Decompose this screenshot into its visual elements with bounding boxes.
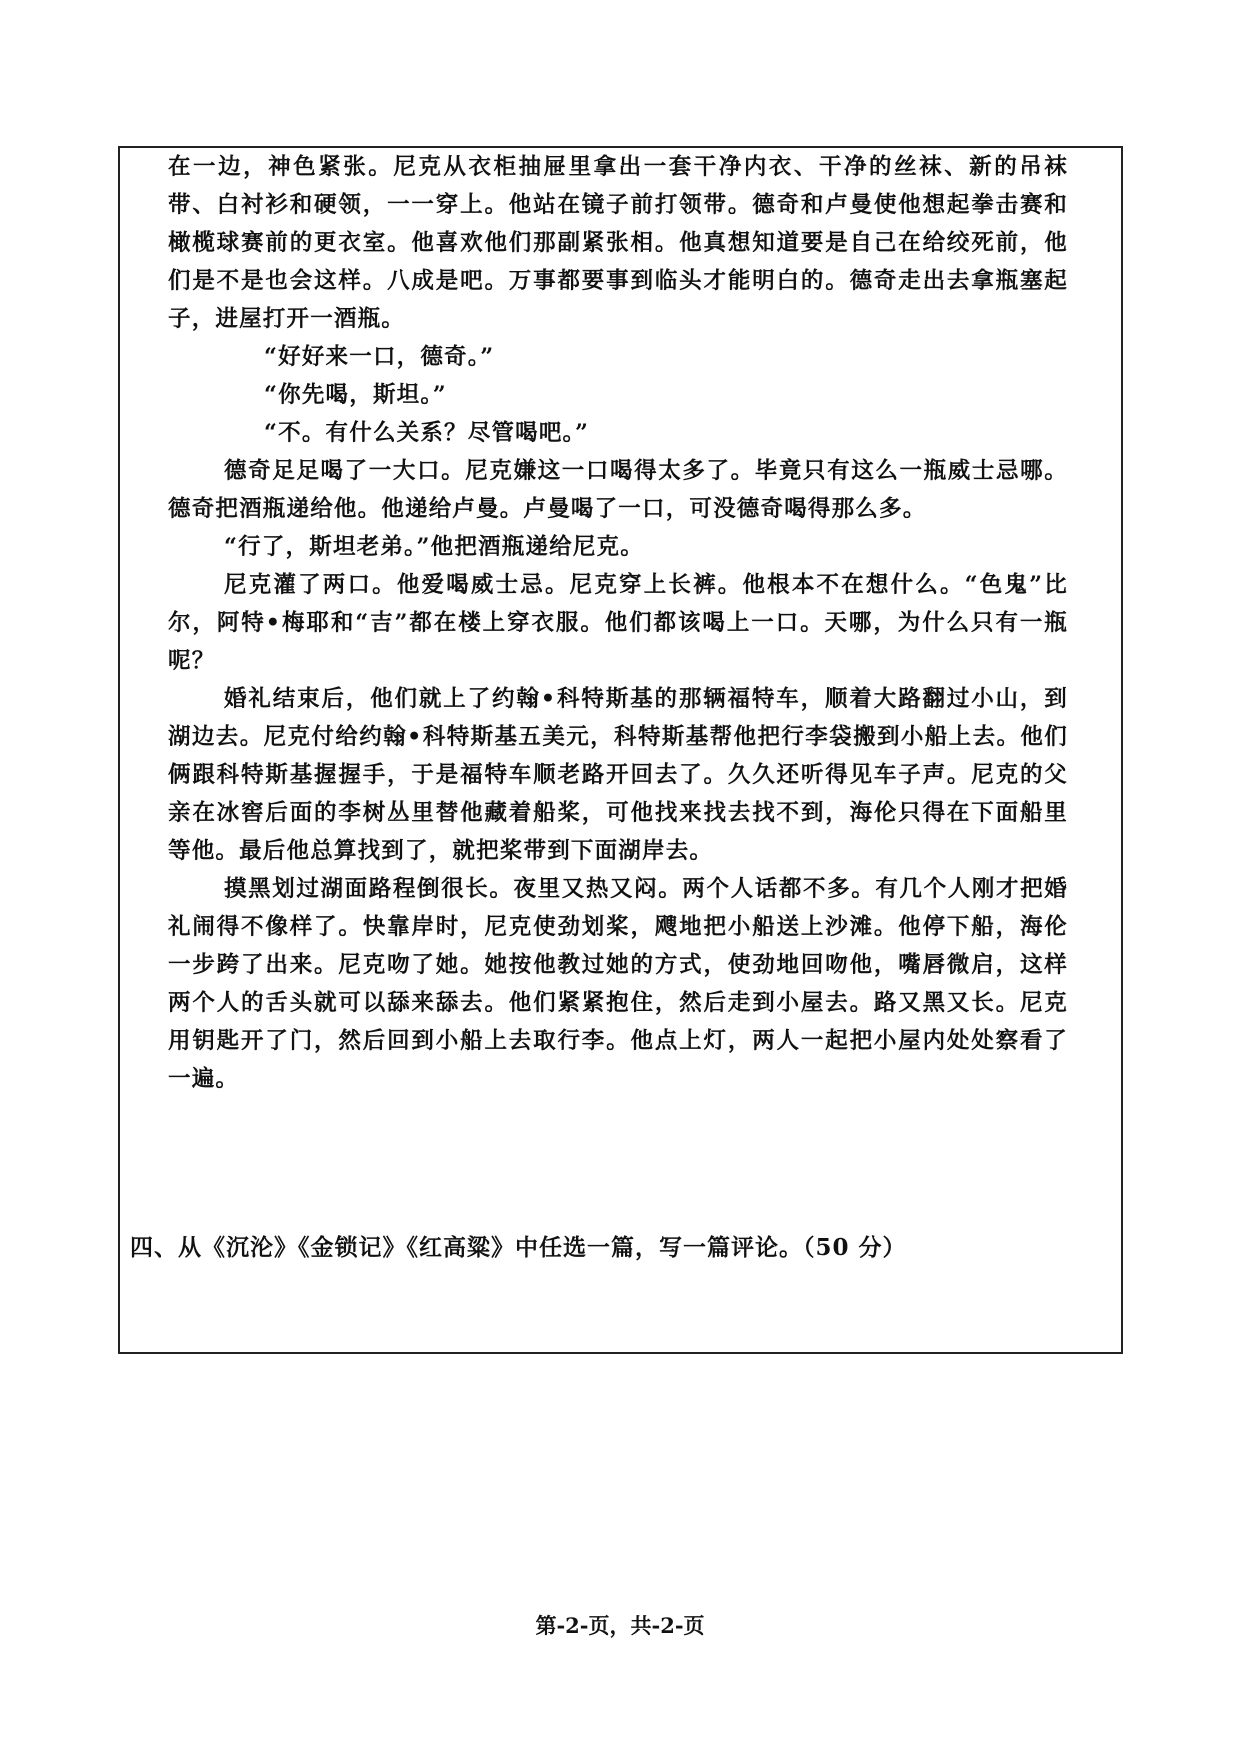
passage-dialogue-2: “你先喝，斯坦。” <box>264 382 447 408</box>
exam-question-4 <box>130 1228 1090 1268</box>
passage-dialogue-1: “好好来一口，德奇。” <box>264 344 495 370</box>
passage-paragraph-4: 尼克灌了两口。他爱喝威士忌。尼克穿上长裤。他根本不在想什么。“色鬼”比尔，阿特•梅耶和“吉”都在楼上穿衣服。他们都该喝上一口。天哪，为什么只有一瓶呢？ <box>168 572 1068 674</box>
page-footer: 第-2-页，共-2-页 <box>535 1613 705 1638</box>
passage-paragraph-6: 摸黑划过湖面路程倒很长。夜里又热又闷。两个人话都不多。有几个人刚才把婚礼闹得不像样了。快靠岸时，尼克使劲划桨，飕地把小船送上沙滩。他停下船，海伦一步跨了出来。尼克吻了她。她按他教过她的方式，使劲地回吻他，嘴唇微启，这样两个人的舌头就可以舔来舔去。他们紧紧抱住，然后走到小屋去。路又黑又长。尼克用钥匙开了门，然后回到小船上去取行李。他点上灯，两人一起把小屋内处处察看了一遍。 <box>168 876 1068 1092</box>
question-text: 从《沉沦》《金锁记》《红高粱》中任选一篇，写一篇评论。（50 分） <box>178 1234 907 1261</box>
exam-answer-frame <box>118 146 1123 1354</box>
reading-passage <box>168 148 1068 1098</box>
passage-paragraph-3: “行了，斯坦老弟。”他把酒瓶递给尼克。 <box>224 534 644 560</box>
passage-paragraph-2: 德奇足足喝了一大口。尼克嫌这一口喝得太多了。毕竟只有这么一瓶威士忌哪。德奇把酒瓶递给他。他递给卢曼。卢曼喝了一口，可没德奇喝得那么多。 <box>168 458 1068 522</box>
passage-paragraph-5: 婚礼结束后，他们就上了约翰•科特斯基的那辆福特车，顺着大路翻过小山，到湖边去。尼克付给约翰•科特斯基五美元，科特斯基帮他把行李袋搬到小船上去。他们俩跟科特斯基握握手，于是福特车顺老路开回去了。久久还听得见车子声。尼克的父亲在冰窖后面的李树丛里替他藏着船桨，可他找来找去找不到，海伦只得在下面船里等他。最后他总算找到了，就把桨带到下面湖岸去。 <box>168 686 1068 864</box>
passage-paragraph-1: 在一边，神色紧张。尼克从衣柜抽屉里拿出一套干净内衣、干净的丝袜、新的吊袜带、白衬衫和硬领，一一穿上。他站在镜子前打领带。德奇和卢曼使他想起拳击赛和橄榄球赛前的更衣室。他喜欢他们那副紧张相。他真想知道要是自己在给绞死前，他们是不是也会这样。八成是吧。万事都要事到临头才能明白的。德奇走出去拿瓶塞起子，进屋打开一酒瓶。 <box>168 154 1068 332</box>
question-number: 四、 <box>130 1235 178 1261</box>
passage-dialogue-3: “不。有什么关系？尽管喝吧。” <box>264 420 590 446</box>
